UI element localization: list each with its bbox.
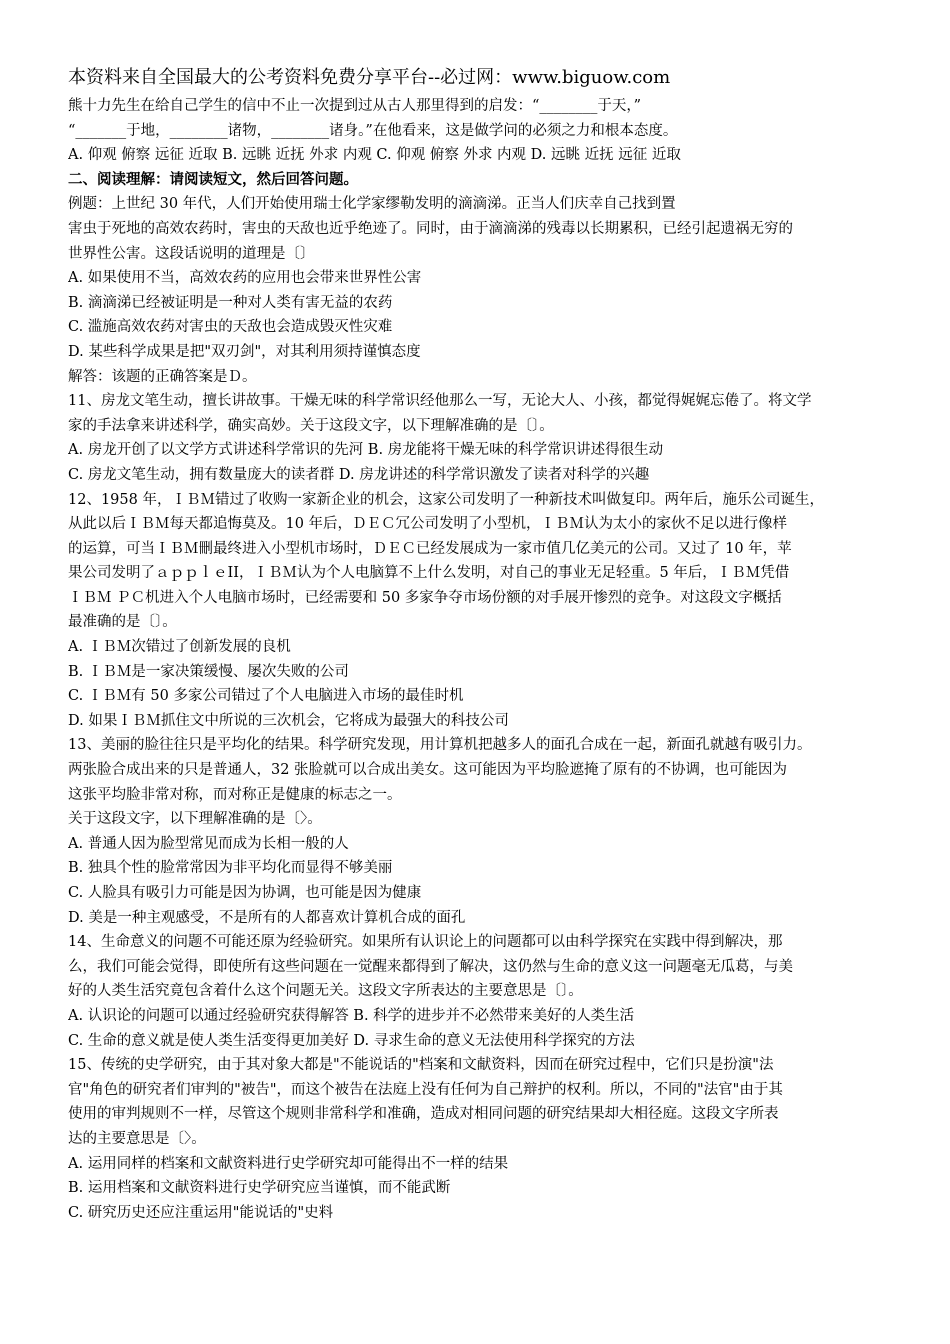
text-line: C. ＩＢＭ有 50 多家公司错过了个人电脑进入市场的最佳时机 — [68, 688, 464, 705]
text-line: 解答：该题的正确答案是Ｄ。 — [68, 368, 257, 385]
text-line: 使用的审判规则不一样，尽管这个规则非常科学和准确，造成对相同问题的研究结果却大相径庭。这段文字所表 — [68, 1106, 779, 1123]
text-line: 从此以后ＩＢＭ每天都追悔莫及。10 年后，ＤＥＣ冗公司发明了小型机，ＩＢＭ认为太小的家伙不足以进行像样 — [68, 516, 788, 533]
text-line: “_______于地，________诸物，________诸身。”在他看来，这是做学问的必须之力和根本态度。 — [68, 122, 678, 139]
text-line: A. 认识论的问题可以通过经验研究获得解答 B. 科学的进步并不必然带来美好的人类生活 — [68, 1007, 635, 1024]
text-line: ＩＢＭ ＰＣ机进入个人电脑市场时，已经需要和 50 多家争夺市场份额的对手展开惨烈的竞争。对这段文字概括 — [68, 589, 782, 606]
text-line: 关于这段文字，以下理解准确的是〔〉。 — [68, 811, 322, 828]
text-line: 官"角色的研究者们审判的"被告"，而这个被告在法庭上没有任何为自己辩护的权利。所以，不同的"法官"由于其 — [68, 1081, 783, 1098]
text-line: 达的主要意思是〔〉。 — [68, 1130, 206, 1147]
text-line: A. 如果使用不当，高效农药的应用也会带来世界性公害 — [68, 270, 422, 287]
text-line: 14、生命意义的问题不可能还原为经验研究。如果所有认识论上的问题都可以由科学探究在实践中得到解决，那 — [68, 934, 783, 951]
text-line: 家的手法拿来讲述科学，确实高妙。关于这段文字，以下理解准确的是〔〕。 — [68, 417, 554, 434]
source-header: 本资料来自全国最大的公考资料免费分享平台--必过网：www.biguow.com — [68, 67, 671, 88]
text-line: C. 人脸具有吸引力可能是因为协调，也可能是因为健康 — [68, 885, 422, 901]
text-line: D. 某些科学成果是把"双刃剑"，对其利用须持谨慎态度 — [68, 343, 421, 360]
text-line: 果公司发明了ａｐｐｌｅII，ＩＢＭ认为个人电脑算不上什么发明，对自己的事业无足轻重。5 年后，ＩＢＭ凭借 — [68, 565, 790, 582]
text-line: B. 独具个性的脸常常因为非平均化而显得不够美丽 — [68, 860, 393, 877]
text-line: A. 普通人因为脸型常见而成为长相一般的人 — [68, 835, 349, 852]
section-heading: 二、阅读理解：请阅读短文，然后回答问题。 — [68, 170, 358, 188]
text-line: 两张脸合成出来的只是普通人，32 张脸就可以合成出美女。这可能因为平均脸遮掩了原有的不协调，也可能因为 — [68, 762, 788, 779]
text-line: 最准确的是〔〕。 — [68, 614, 177, 631]
text-line: 例题：上世纪 30 年代，人们开始使用瑞士化学家缪勒发明的滴滴涕。正当人们庆幸自己找到置 — [68, 196, 676, 213]
text-line: 么，我们可能会觉得，即使所有这些问题在一觉醒来都得到了解决，这仍然与生命的意义这一问题毫无瓜葛，与美 — [68, 958, 793, 975]
text-line: B. 运用档案和文献资料进行史学研究应当谨慎，而不能武断 — [68, 1180, 451, 1197]
text-line: C. 研究历史还应注重运用"能说话的"史料 — [68, 1204, 334, 1221]
text-line: 熊十力先生在给自己学生的信中不止一次提到过从古人那里得到的启发：“________于天，” — [68, 98, 642, 114]
text-line: A. ＩＢＭ次错过了创新发展的良机 — [68, 639, 291, 656]
text-line: C. 生命的意义就是使人类生活变得更加美好 D. 寻求生命的意义无法使用科学探究的方法 — [68, 1032, 635, 1049]
text-line: 15、传统的史学研究，由于其对象大都是"不能说话的"档案和文献资料，因而在研究过程中，它们只是扮演"法 — [68, 1057, 774, 1074]
text-line: D. 如果ＩＢＭ抓住文中所说的三次机会，它将成为最强大的科技公司 — [68, 712, 509, 729]
text-line: 13、美丽的脸往往只是平均化的结果。科学研究发现，用计算机把越多人的面孔合成在一起，新面孔就越有吸引力。 — [68, 737, 812, 754]
text-line: 害虫于死地的高效农药时，害虫的天敌也近乎绝迹了。同时，由于滴滴涕的残毒以长期累积，已经引起遗祸无穷的 — [68, 220, 793, 237]
document-body — [68, 94, 910, 1225]
text-line: B. 滴滴涕已经被证明是一种对人类有害无益的农药 — [68, 294, 393, 311]
text-line: 这张平均脸非常对称，而对称正是健康的标志之一。 — [68, 786, 402, 803]
text-line: 世界性公害。这段话说明的道理是〔〕 — [68, 245, 315, 262]
text-line: D. 美是一种主观感受，不是所有的人都喜欢计算机合成的面孔 — [68, 909, 466, 926]
text-line: C. 滥施高效农药对害虫的天敌也会造成毁灭性灾难 — [68, 319, 393, 336]
text-line: C. 房龙文笔生动，拥有数量庞大的读者群 D. 房龙讲述的科学常识激发了读者对科学的兴趣 — [68, 466, 650, 483]
text-line: B. ＩＢＭ是一家决策缓慢、屡次失败的公司 — [68, 663, 349, 680]
text-line: 12、1958 年，ＩＢＭ错过了收购一家新企业的机会，这家公司发明了一种新技术叫做复印。两年后，施乐公司诞生， — [68, 491, 824, 508]
text-line: 的运算，可当ＩＢＭ刪最终进入小型机市场时，ＤＥＣ已经发展成为一家市值几亿美元的公司。又过了 10 年，苹 — [68, 540, 792, 557]
text-line: A. 仰观 俯察 远征 近取 B. 远眺 近抚 外求 内观 C. 仰观 俯察 外求 内观 D. 远眺 近抚 远征 近取 — [68, 147, 681, 164]
text-line: 11、房龙文笔生动，擅长讲故事。干燥无味的科学常识经他那么一写，无论大人、小孩，都觉得娓娓忘倦了。将文学 — [68, 393, 812, 410]
text-line: 好的人类生活究竟包含着什么这个问题无关。这段文字所表达的主要意思是〔〕。 — [68, 983, 583, 1000]
text-line: A. 运用同样的档案和文献资料进行史学研究却可能得出不一样的结果 — [68, 1155, 509, 1172]
text-line: A. 房龙开创了以文学方式讲述科学常识的先河 B. 房龙能将干燥无味的科学常识讲述得很生动 — [68, 442, 664, 459]
